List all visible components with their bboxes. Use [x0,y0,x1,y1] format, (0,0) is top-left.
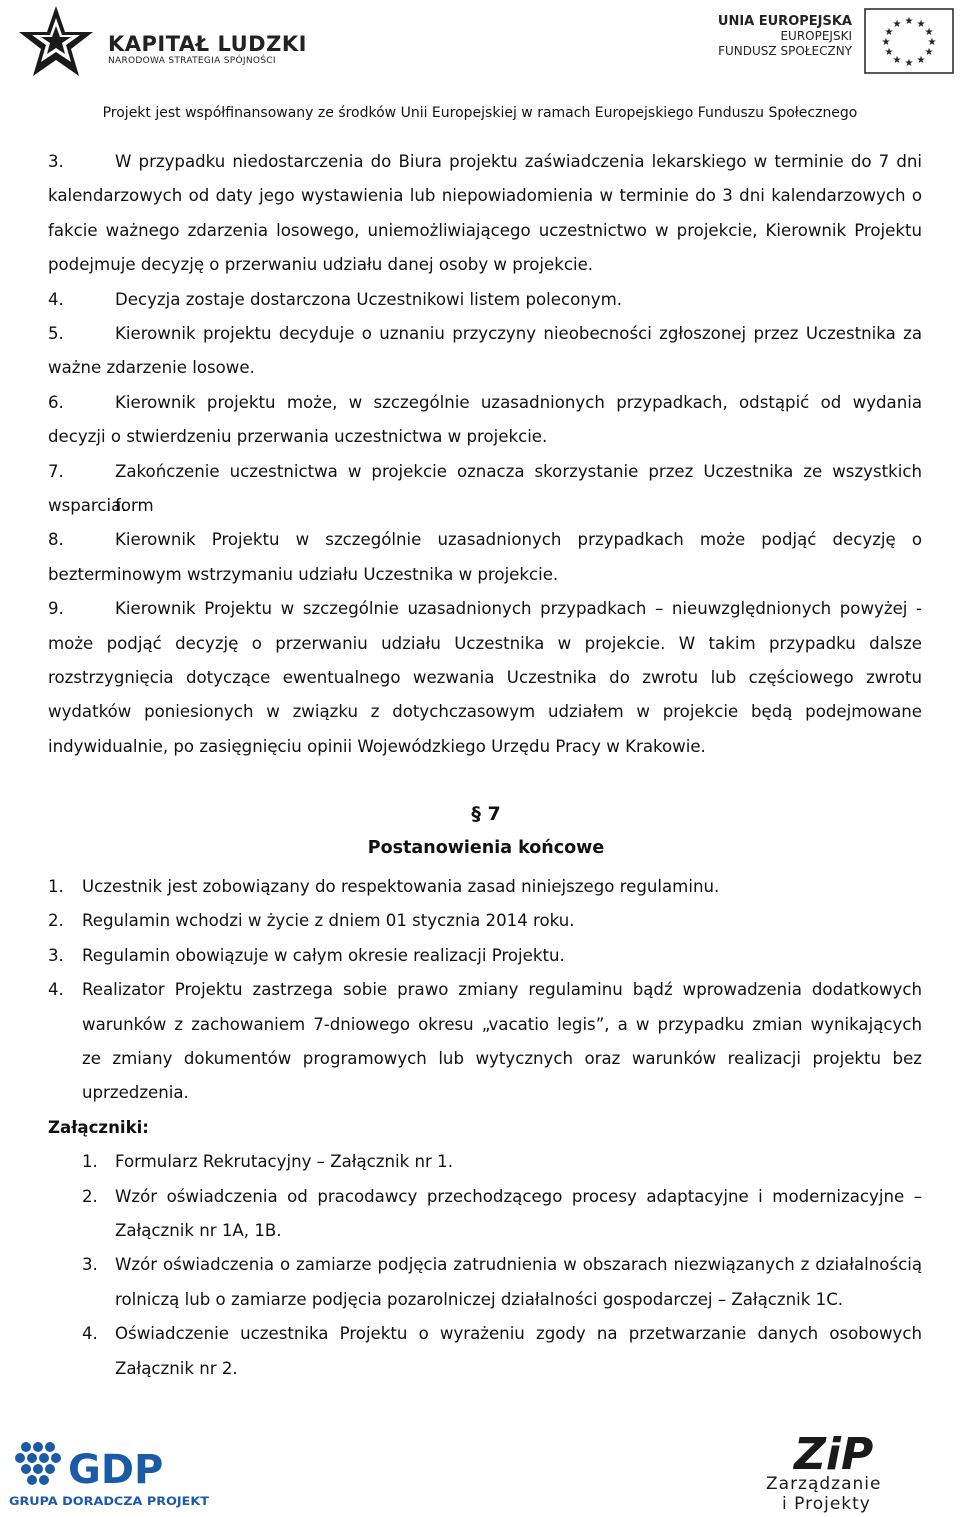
paragraph-line: W przypadku niedostarczenia do Biura projektu zaświadczenia lekarskiego w terminie do 7 dni [115,152,922,171]
svg-text:★: ★ [927,37,937,48]
list-number: 8. [48,530,64,550]
section-number: § 7 [471,803,501,825]
paragraph-line: ważne zdarzenie losowe. [48,358,255,378]
list-number: 4. [48,980,64,1000]
paragraph-line: Zakończenie uczestnictwa w projekcie oznacza skorzystanie przez Uczestnika ze wszystkich form [115,461,922,515]
attachment-line: rolniczą lub o zamiarze podjęcia pozarolniczej działalności gospodarczej – Załącznik 1C. [115,1289,844,1309]
eu-name: UNIA EUROPEJSKA [717,14,852,29]
svg-text:★: ★ [884,27,894,38]
kapital-ludzki-logo [16,4,307,84]
kapital-ludzki-star-icon [16,4,96,84]
list-number: 3. [82,1255,98,1275]
paragraph-line: ze zmiany dokumentów programowych lub wytycznych oraz warunków realizacji projektu bez [82,1049,922,1068]
svg-text:★: ★ [916,19,926,30]
list-number: 4. [48,289,64,309]
eu-fund-line1: EUROPEJSKI [780,29,852,43]
svg-text:★: ★ [904,58,914,69]
paragraph-line: bezterminowym wstrzymaniu udziału Uczestnika w projekcie. [48,564,559,584]
paragraph-line: decyzji o stwierdzeniu przerwania uczestnictwa w projekcie. [48,427,548,447]
gdp-mark-icon [6,1425,216,1510]
paragraph-line: Kierownik Projektu w szczególnie uzasadnionych przypadkach – nieuwzględnionych powyżej - [115,599,922,619]
kapital-ludzki-subtitle: NARODOWA STRATEGIA SPÓJNOŚCI [108,56,276,66]
paragraph-line: kalendarzowych od daty jego wystawienia lub niepowiadomienia w terminie do 3 dni kalendarzowych o [48,186,922,206]
paragraph-line: Kierownik projektu decyduje o uznaniu przyczyny nieobecności zgłoszonej przez Uczestnika za [115,324,922,343]
paragraph-line: wydatków poniesionych w związku z dotychczasowym udziałem w projekcie będą podejmowane [48,702,922,722]
svg-text:★: ★ [924,47,934,58]
list-number: 2. [48,911,64,931]
attachment-line: Załącznik nr 2. [115,1358,238,1378]
attachment-line: Formularz Rekrutacyjny – Załącznik nr 1. [115,1152,453,1172]
list-number: 2. [82,1186,98,1206]
svg-text:★: ★ [892,55,902,66]
attachment-line: Oświadczenie uczestnika Projektu o wyrażeniu zgody na przetwarzanie danych osobowych [115,1324,922,1344]
svg-text:★: ★ [924,27,934,38]
paragraph-line: Kierownik projektu może, w szczególnie uzasadnionych przypadkach, odstąpić od wydania [115,392,922,412]
list-number: 3. [48,152,64,171]
list-number: 4. [82,1324,98,1344]
list-number: 1. [82,1152,98,1172]
paragraph-line: Kierownik Projektu w szczególnie uzasadnionych przypadkach może podjąć decyzję o [115,530,922,550]
svg-text:★: ★ [881,37,891,48]
svg-text:★: ★ [892,19,902,30]
list-number: 9. [48,599,64,619]
attachment-line: Załącznik nr 1A, 1B. [115,1221,282,1240]
paragraph-line: rozstrzygnięcia dotyczące ewentualnego wezwania Uczestnika do zwrotu lub częściowego zwrotu [48,668,922,687]
gdp-big-text: GDP [68,1447,164,1493]
paragraph-line: uprzedzenia. [82,1083,189,1103]
eu-text-block [682,14,852,59]
paragraph-line: indywidualnie, po zasięgnięciu opinii Wojewódzkiego Urzędu Pracy w Krakowie. [48,736,706,756]
paragraph-line: podejmuje decyzję o przerwaniu udziału danej osoby w projekcie. [48,255,594,275]
eu-flag-logo [864,8,954,74]
zip-logo [760,1425,920,1513]
svg-text:★: ★ [916,55,926,66]
list-number: 6. [48,392,64,412]
zip-line2-text: i Projekty [782,1494,871,1513]
list-number: 1. [48,877,64,896]
svg-text:★: ★ [884,47,894,58]
eu-flag-icon [864,8,954,74]
section-title: Postanowienia końcowe [367,838,605,858]
eu-fund-line2: FUNDUSZ SPOŁECZNY [718,44,852,58]
list-number: 5. [48,324,64,343]
paragraph-line: Uczestnik jest zobowiązany do respektowania zasad niniejszego regulaminu. [82,877,720,896]
zip-line1-text: Zarządzanie [766,1474,882,1494]
paragraph-line: fakcie ważnego zdarzenia losowego, uniemożliwiającego uczestnictwo w projekcie, Kierownik Projektu [48,220,922,240]
attachment-line: Wzór oświadczenia o zamiarze podjęcia zatrudnienia w obszarach niezwiązanych z działalnością [115,1255,922,1275]
paragraph-line: może podjąć decyzję o przerwaniu udziału Uczestnika w projekcie. W takim przypadku dalsze [48,633,922,653]
zip-mark-icon [760,1425,920,1513]
paragraph-line: Regulamin wchodzi w życie z dniem 01 stycznia 2014 roku. [82,911,575,931]
paragraph-line: warunków z zachowaniem 7-dniowego okresu „vacatio legis”, a w przypadku zmian wynikających [82,1014,922,1034]
paragraph-line: Regulamin obowiązuje w całym okresie realizacji Projektu. [82,945,565,965]
paragraph-line: Realizator Projektu zastrzega sobie prawo zmiany regulaminu bądź wprowadzenia dodatkowych [82,980,922,1000]
attachment-line: Wzór oświadczenia od pracodawcy przechodzącego procesy adaptacyjne i modernizacyjne – [115,1186,922,1206]
list-number: 7. [48,461,64,481]
kapital-ludzki-title: KAPITAŁ LUDZKI [108,32,307,56]
list-number: 3. [48,945,64,965]
paragraph-line: wsparcia. [48,496,127,515]
paragraph-line: Decyzja zostaje dostarczona Uczestnikowi listem poleconym. [115,289,623,309]
gdp-logo [6,1425,216,1510]
zip-big-text: ZiP [794,1429,874,1480]
attachments-heading: Załączniki: [48,1117,149,1137]
svg-text:★: ★ [904,16,914,27]
cofinance-note: Projekt jest współfinansowany ze środków Unii Europejskiej w ramach Europejskiego Funduszu Społecznego [102,105,858,121]
gdp-sub-text: GRUPA DORADCZA PROJEKT [9,1494,210,1508]
